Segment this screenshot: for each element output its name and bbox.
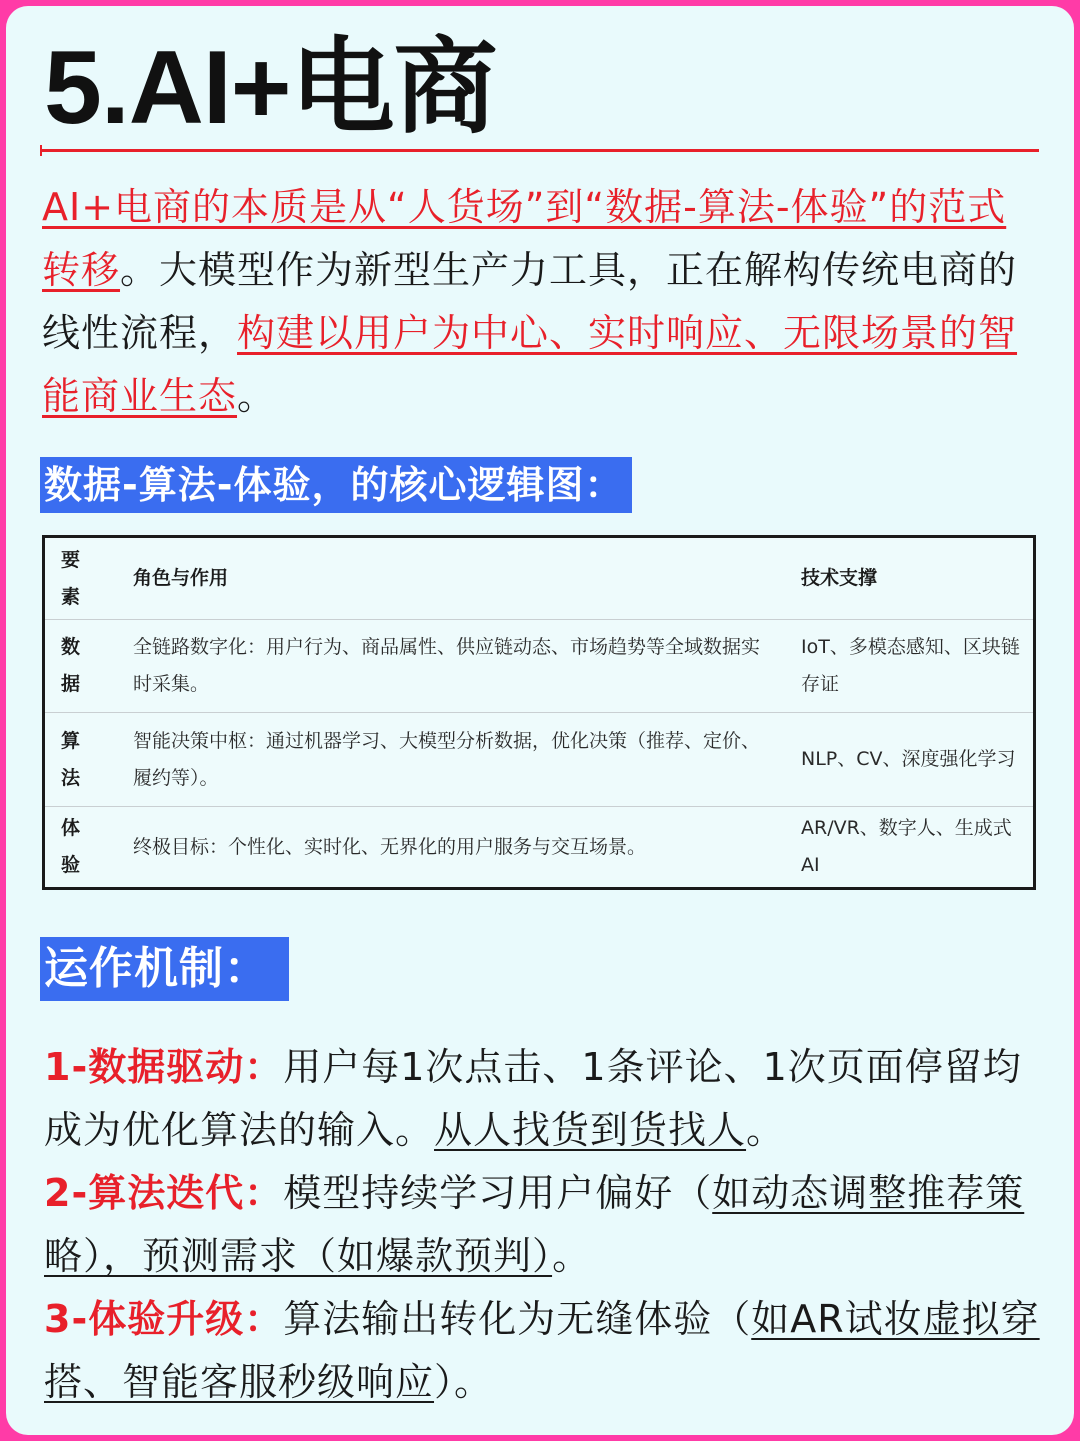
header-tech: 技术支撑 [801, 567, 878, 589]
title-divider [42, 149, 1039, 152]
header-role: 角色与作用 [133, 567, 229, 589]
row-tech: IoT、多模态感知、区块链存证 [801, 636, 1020, 695]
mechanism-text: 。 [552, 1234, 592, 1278]
row-role: 终极目标：个性化、实时化、无界化的用户服务与交互场景。 [133, 835, 647, 858]
mechanism-underline: 预测需求（ [142, 1234, 338, 1278]
row-role: 全链路数字化：用户行为、商品属性、供应链动态、市场趋势等全域数据实时采集。 [133, 636, 761, 695]
mechanism-underline: ， [103, 1234, 143, 1278]
mechanism-underline: 从人找货到货找人 [434, 1108, 747, 1152]
mechanism-text: ）。 [434, 1360, 494, 1404]
intro-highlight-1: AI+电商的本质是从“人货场”到“数据-算法-体验”的范式转移 [42, 185, 1007, 292]
row-element: 算法 [61, 729, 81, 789]
row-tech: NLP、CV、深度强化学习 [801, 748, 1016, 770]
page-title: 5.AI+电商 [44, 30, 497, 146]
mechanism-label: 1-数据驱动： [44, 1045, 284, 1089]
mechanism-underline: 如AR试妆虚拟穿搭、智能客服秒级响应 [44, 1297, 1040, 1404]
section-heading-logic: 数据-算法-体验，的核心逻辑图： [40, 457, 632, 513]
row-role: 智能决策中枢：通过机器学习、大模型分析数据，优化决策（推荐、定价、履约等）。 [133, 729, 761, 789]
intro-paragraph [42, 176, 1042, 428]
table-header-row [45, 538, 1033, 620]
mechanism-underline: 如爆款预判） [337, 1234, 553, 1278]
mechanism-item [44, 1162, 1044, 1288]
mechanism-label: 2-算法迭代： [44, 1171, 284, 1215]
row-tech: AR/VR、数字人、生成式AI [801, 817, 1012, 876]
mechanism-label: 3-体验升级： [44, 1297, 284, 1341]
intro-text-2: 。 [237, 374, 277, 418]
mechanism-text: 模型持续学习用户偏好（ [283, 1171, 713, 1215]
mechanism-text: 算法输出转化为无缝体验（ [283, 1297, 752, 1341]
mechanism-item [44, 1288, 1044, 1414]
intro-highlight-2: 构建以用户为中心、实时响应、无限场景的智能商业生态 [42, 311, 1018, 418]
row-element: 体验 [61, 817, 81, 876]
mechanism-underline: 如动态调整推荐策略） [44, 1171, 1025, 1278]
header-element: 要素 [61, 548, 81, 608]
mechanism-text: 。 [746, 1108, 786, 1152]
mechanism-text: 用户每1次点击、1条评论、1次页面停留均成为优化算法的输入。 [44, 1045, 1022, 1152]
section-heading-mechanism: 运作机制： [40, 937, 289, 1001]
logic-table [42, 535, 1036, 890]
table-row [45, 713, 1033, 807]
table-row [45, 620, 1033, 713]
table-row [45, 807, 1033, 887]
mechanism-list [44, 1036, 1044, 1414]
intro-text-1: 。大模型作为新型生产力工具，正在解构传统电商的线性流程， [42, 248, 1018, 355]
mechanism-item [44, 1036, 1044, 1162]
page [6, 6, 1074, 1435]
row-element: 数据 [61, 636, 81, 695]
